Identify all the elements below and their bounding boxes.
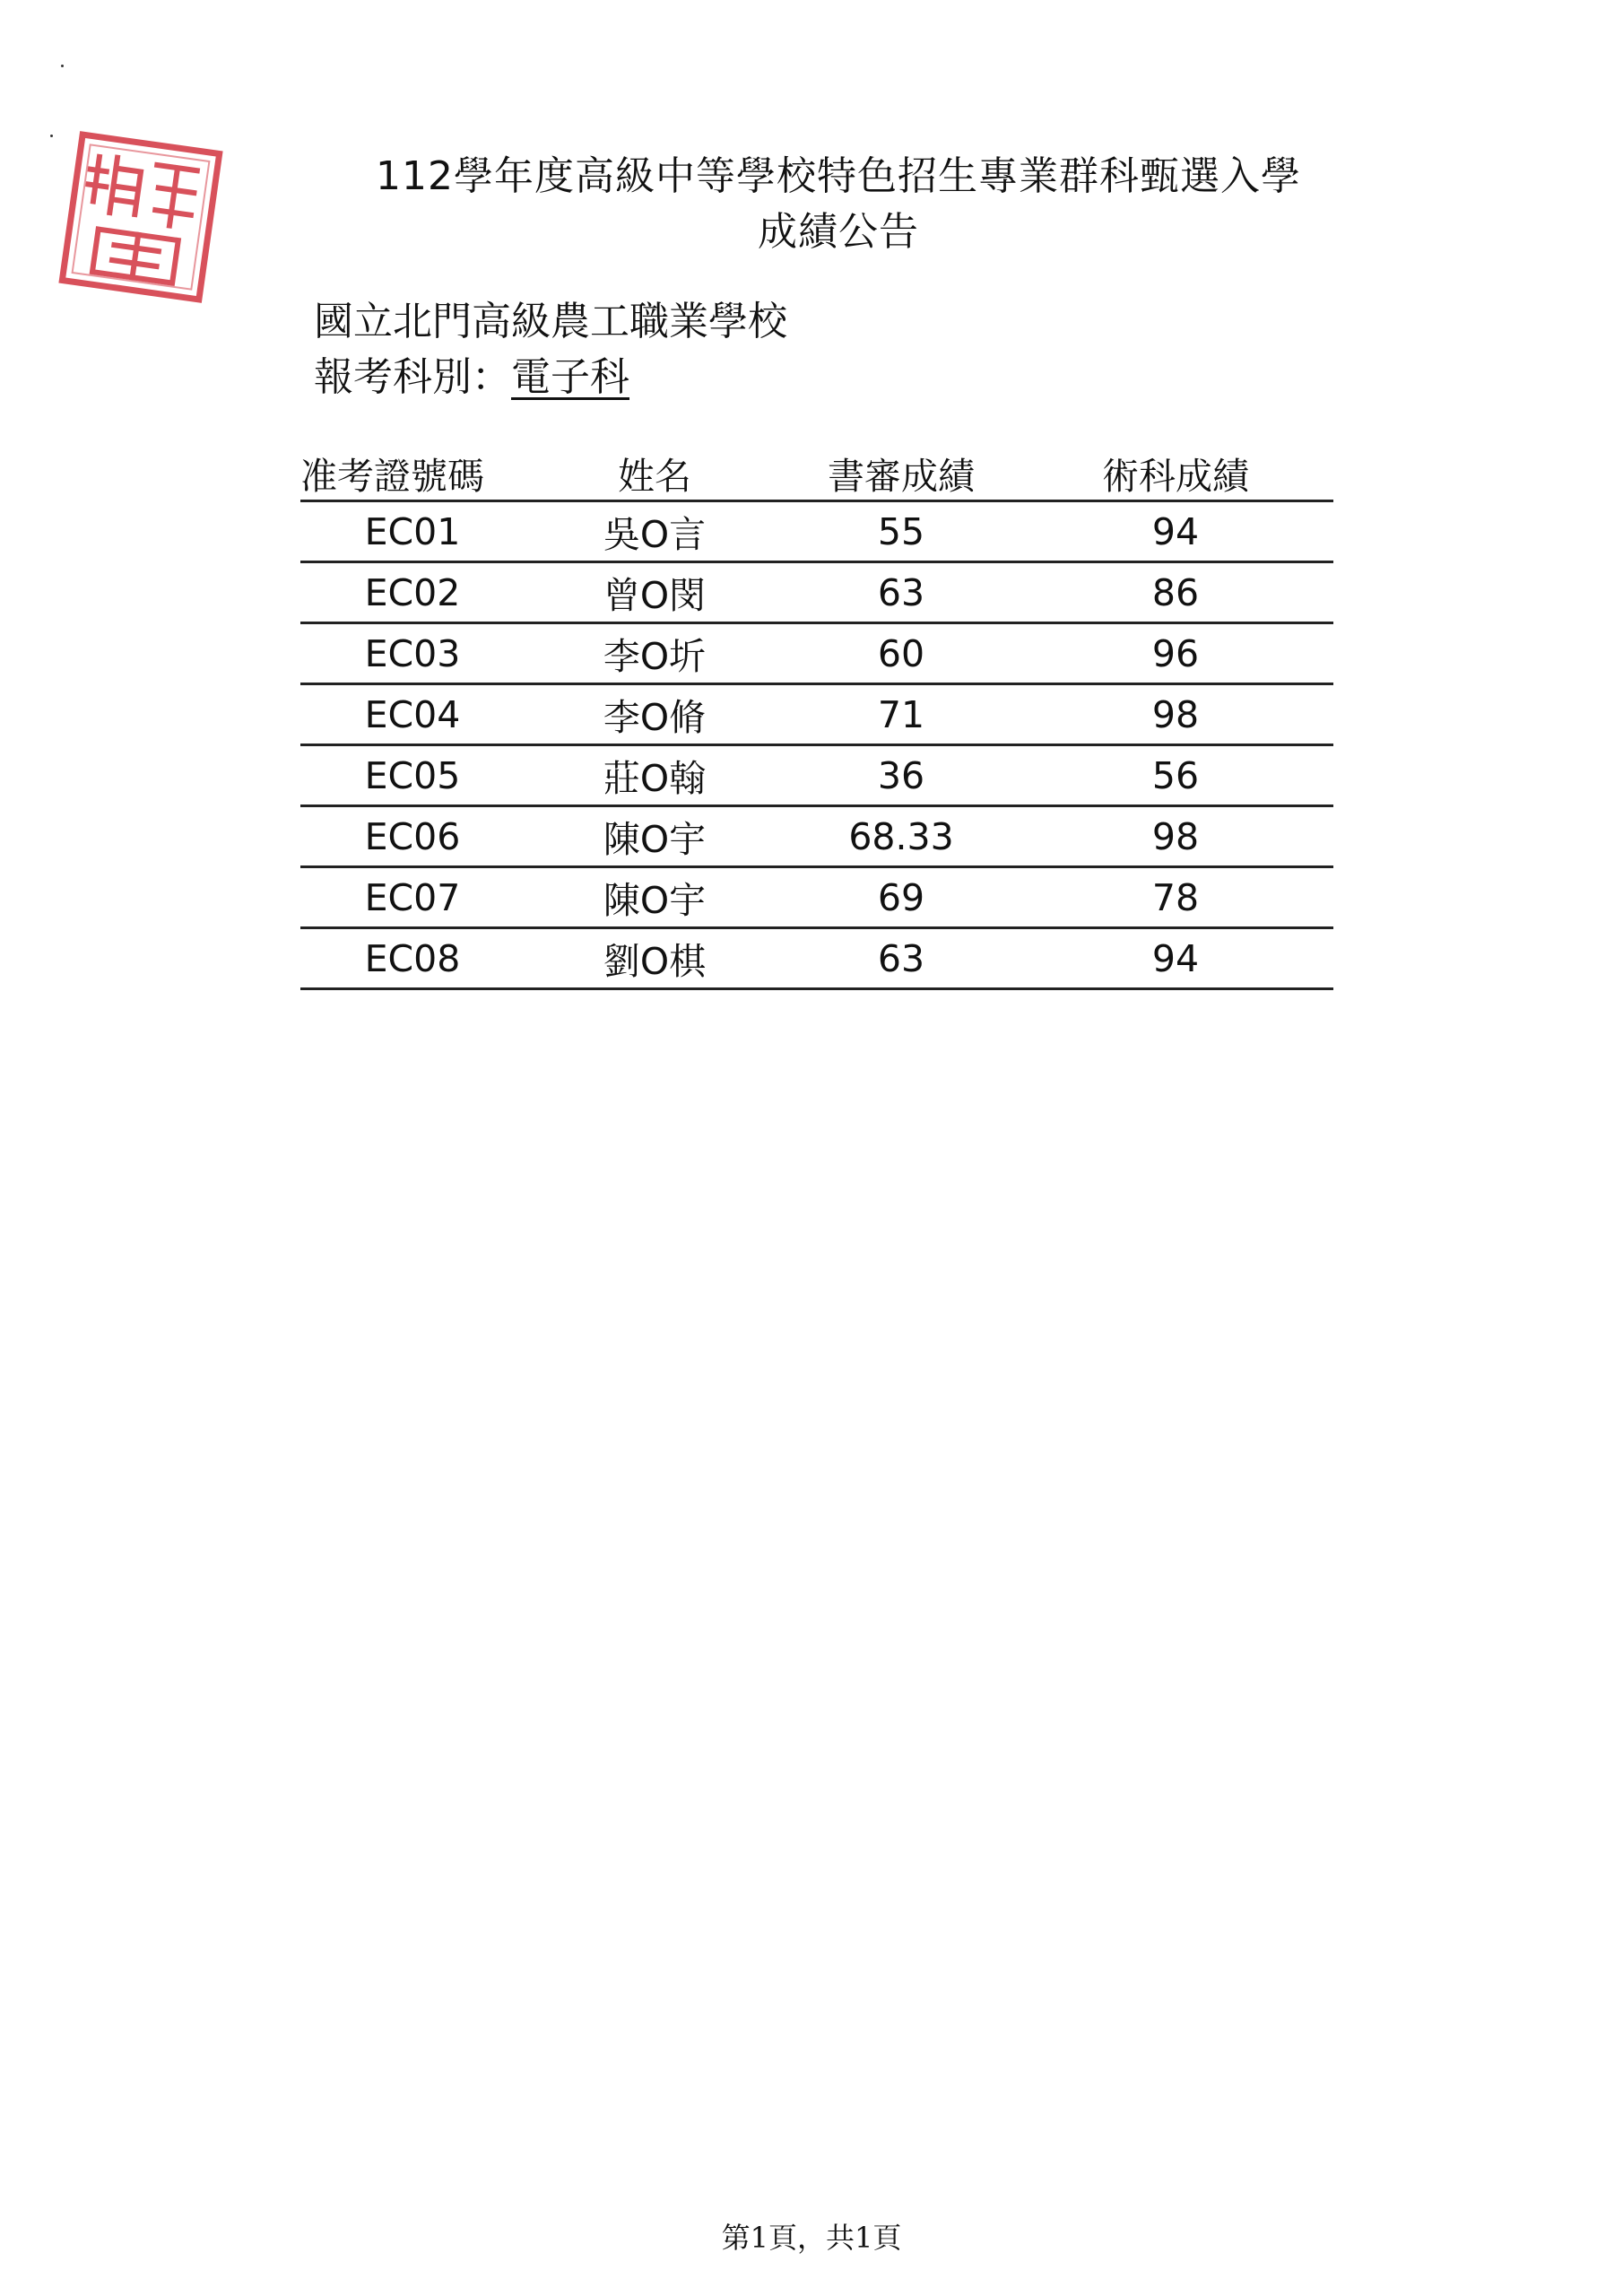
exam-id-cell: EC01 <box>300 501 525 562</box>
column-header-name: 姓名 <box>525 447 785 501</box>
scan-speck <box>61 65 64 67</box>
document-score-cell: 68.33 <box>785 806 1018 867</box>
name-cell: 陳O宇 <box>525 867 785 928</box>
document-score-cell: 69 <box>785 867 1018 928</box>
practical-score-cell: 94 <box>1018 928 1333 989</box>
table-row <box>300 501 1333 562</box>
table-row <box>300 745 1333 806</box>
scan-speck <box>50 135 53 137</box>
department-value: 電子科 <box>511 354 629 400</box>
practical-score-cell: 86 <box>1018 562 1333 623</box>
practical-score-cell: 96 <box>1018 623 1333 684</box>
exam-id-cell: EC03 <box>300 623 525 684</box>
exam-id-cell: EC07 <box>300 867 525 928</box>
name-cell: 曾O閔 <box>525 562 785 623</box>
column-header-exam-id: 准考證號碼 <box>300 447 525 501</box>
document-score-cell: 36 <box>785 745 1018 806</box>
exam-id-cell: EC05 <box>300 745 525 806</box>
column-header-practical-score: 術科成績 <box>1018 447 1333 501</box>
notice-title: 112學年度高級中等學校特色招生專業群科甄選入學 <box>376 153 1301 199</box>
table-row <box>300 684 1333 745</box>
page-number-footer: 第1頁，共1頁 <box>721 2221 902 2255</box>
document-score-cell: 71 <box>785 684 1018 745</box>
department-label: 報考科別： <box>314 354 511 400</box>
table-header-row <box>300 447 1333 501</box>
document-score-cell: 63 <box>785 928 1018 989</box>
exam-id-cell: EC06 <box>300 806 525 867</box>
practical-score-cell: 94 <box>1018 501 1333 562</box>
table-row <box>300 623 1333 684</box>
score-table <box>300 447 1333 990</box>
table-row <box>300 806 1333 867</box>
exam-id-cell: EC02 <box>300 562 525 623</box>
practical-score-cell: 98 <box>1018 806 1333 867</box>
document-score-cell: 60 <box>785 623 1018 684</box>
column-header-document-score: 書審成績 <box>785 447 1018 501</box>
name-cell: 莊O翰 <box>525 745 785 806</box>
name-cell: 李O脩 <box>525 684 785 745</box>
name-cell: 吳O言 <box>525 501 785 562</box>
document-score-cell: 63 <box>785 562 1018 623</box>
department-line <box>314 344 629 402</box>
document-score-cell: 55 <box>785 501 1018 562</box>
exam-id-cell: EC08 <box>300 928 525 989</box>
table-row <box>300 928 1333 989</box>
notice-subtitle: 成績公告 <box>758 209 919 255</box>
practical-score-cell: 98 <box>1018 684 1333 745</box>
name-cell: 陳O宇 <box>525 806 785 867</box>
name-cell: 劉O棋 <box>525 928 785 989</box>
school-name: 國立北門高級農工職業學校 <box>314 299 787 344</box>
table-row <box>300 562 1333 623</box>
name-cell: 李O圻 <box>525 623 785 684</box>
table-row <box>300 867 1333 928</box>
exam-id-cell: EC04 <box>300 684 525 745</box>
practical-score-cell: 56 <box>1018 745 1333 806</box>
practical-score-cell: 78 <box>1018 867 1333 928</box>
